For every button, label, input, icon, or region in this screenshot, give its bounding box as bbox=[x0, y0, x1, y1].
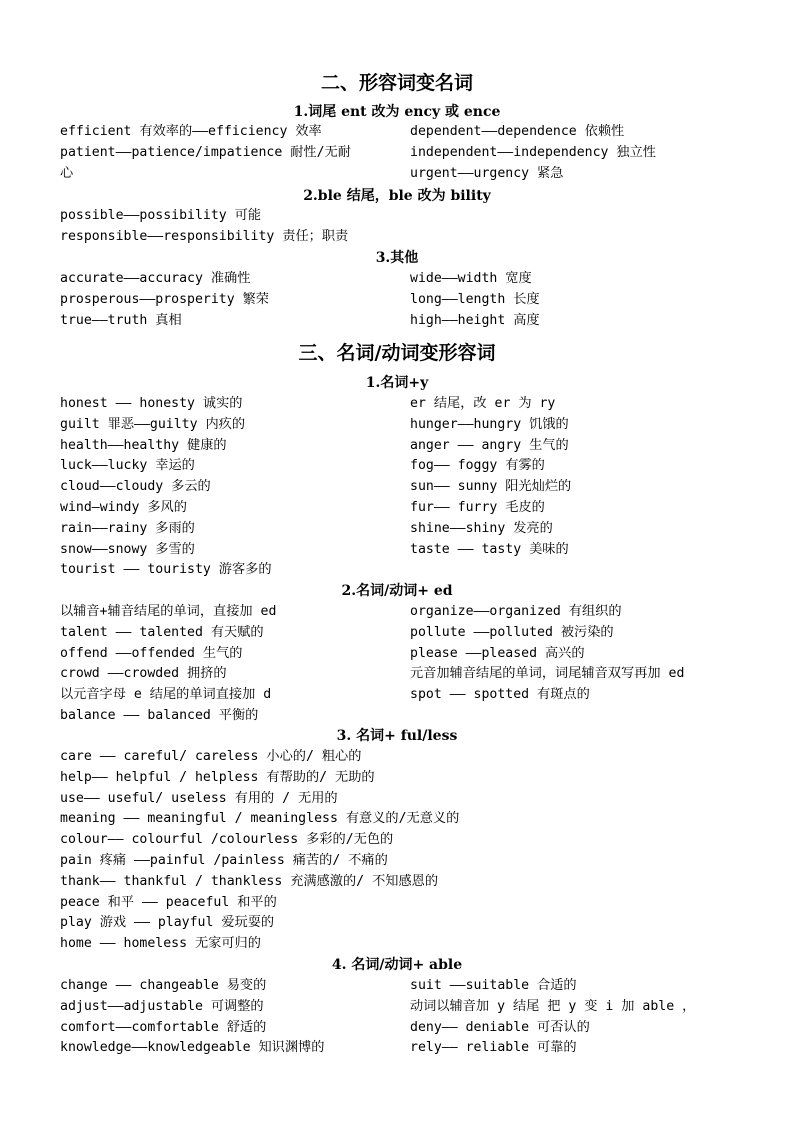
word-list-left bbox=[60, 747, 459, 955]
list-item: anger —— angry 生气的 bbox=[410, 437, 569, 453]
list-item: change —— changeable 易变的 bbox=[60, 978, 267, 993]
list-item: cloud——cloudy 多云的 bbox=[60, 479, 211, 495]
list-item: rely—— reliable 可靠的 bbox=[410, 1040, 577, 1056]
word-list-left bbox=[60, 269, 269, 331]
list-item: high——height 高度 bbox=[410, 312, 540, 328]
subsection-title-y: 1.名词+y bbox=[365, 375, 429, 391]
word-list-right bbox=[410, 394, 571, 560]
list-item: comfort——comfortable 舒适的 bbox=[60, 1019, 267, 1035]
list-item: talent —— talented 有天赋的 bbox=[60, 624, 264, 640]
list-item: peace 和平 —— peaceful 和平的 bbox=[60, 894, 277, 910]
list-item: fur—— furry 毛皮的 bbox=[410, 499, 545, 515]
word-list-right bbox=[410, 602, 684, 706]
list-item: tourist —— touristy 游客多的 bbox=[60, 562, 272, 578]
list-item: spot —— spotted 有斑点的 bbox=[410, 687, 590, 703]
list-item: long——length 长度 bbox=[410, 291, 540, 307]
list-item: balance —— balanced 平衡的 bbox=[60, 707, 259, 723]
list-item: suit ——suitable 合适的 bbox=[410, 978, 577, 993]
list-item: efficient 有效率的——efficiency 效率 bbox=[60, 124, 322, 139]
list-item: use—— useful/ useless 有用的 / 无用的 bbox=[60, 790, 338, 806]
word-list-left bbox=[60, 394, 272, 581]
list-item: 以辅音+辅音结尾的单词，直接加 ed bbox=[60, 604, 277, 619]
subsection-title-other: 3.其他 bbox=[375, 250, 419, 266]
list-item: 以元音字母 e 结尾的单词直接加 d bbox=[60, 687, 272, 703]
list-item: meaning —— meaningful / meaningless 有意义的/无意义的 bbox=[60, 811, 460, 827]
list-item: accurate——accuracy 准确性 bbox=[60, 271, 251, 286]
list-item: true——truth 真相 bbox=[60, 312, 182, 328]
word-list-left bbox=[60, 976, 324, 1059]
list-item: please ——pleased 高兴的 bbox=[410, 645, 585, 661]
list-item: organize——organized 有组织的 bbox=[410, 604, 622, 619]
list-item: 动词以辅音加 y 结尾 把 y 变 i 加 able ， bbox=[410, 998, 696, 1014]
word-list-left bbox=[60, 206, 348, 248]
list-item: responsible——responsibility 责任；职责 bbox=[60, 228, 349, 244]
list-item: dependent——dependence 依赖性 bbox=[410, 124, 625, 139]
subsection-title-able: 4. 名词/动词+ able bbox=[331, 957, 463, 973]
word-list-right bbox=[410, 976, 695, 1059]
subsection-title-ent: 1.词尾 ent 改为 ency 或 ence bbox=[293, 104, 501, 120]
word-list-left bbox=[60, 602, 276, 727]
list-item: 元音加辅音结尾的单词，词尾辅音双写再加 ed bbox=[410, 666, 685, 682]
list-item: er 结尾，改 er 为 ry bbox=[410, 396, 556, 411]
list-item: independent——independency 独立性 bbox=[410, 144, 656, 160]
list-item: wind—windy 多风的 bbox=[60, 499, 187, 515]
list-item: adjust——adjustable 可调整的 bbox=[60, 998, 264, 1014]
list-item: wide——width 宽度 bbox=[410, 271, 532, 286]
word-list-left bbox=[60, 122, 351, 184]
subsection-title-ble: 2.ble 结尾，ble 改为 bility bbox=[303, 188, 491, 204]
list-item: sun—— sunny 阳光灿烂的 bbox=[410, 479, 572, 495]
list-item: urgent——urgency 紧急 bbox=[410, 165, 564, 181]
list-item: prosperous——prosperity 繁荣 bbox=[60, 291, 269, 307]
list-item: luck——lucky 幸运的 bbox=[60, 458, 195, 474]
list-item: crowd ——crowded 拥挤的 bbox=[60, 666, 227, 682]
list-item: play 游戏 —— playful 爱玩耍的 bbox=[60, 915, 275, 931]
list-item: fog—— foggy 有雾的 bbox=[410, 458, 545, 474]
word-list-right bbox=[410, 269, 540, 331]
list-item: offend ——offended 生气的 bbox=[60, 645, 243, 661]
section-title-adj-to-noun: 二、形容词变名词 bbox=[320, 72, 473, 94]
list-item: 心 bbox=[60, 165, 74, 181]
list-item: guilt 罪恶——guilty 内疚的 bbox=[60, 416, 246, 432]
list-item: patient——patience/impatience 耐性/无耐 bbox=[60, 144, 351, 160]
list-item: knowledge——knowledgeable 知识渊博的 bbox=[60, 1040, 325, 1056]
list-item: colour—— colourful /colourless 多彩的/无色的 bbox=[60, 832, 394, 848]
section-title-to-adj: 三、名词/动词变形容词 bbox=[298, 342, 496, 364]
subsection-title-ful-less: 3. 名词+ ful/less bbox=[336, 728, 458, 744]
list-item: deny—— deniable 可否认的 bbox=[410, 1019, 590, 1035]
list-item: hunger——hungry 饥饿的 bbox=[410, 416, 569, 432]
list-item: help—— helpful / helpless 有帮助的/ 无助的 bbox=[60, 769, 375, 785]
word-list-right bbox=[410, 122, 656, 184]
list-item: home —— homeless 无家可归的 bbox=[60, 936, 261, 952]
list-item: taste —— tasty 美味的 bbox=[410, 541, 569, 557]
subsection-title-ed: 2.名词/动词+ ed bbox=[341, 583, 453, 599]
list-item: health——healthy 健康的 bbox=[60, 437, 227, 453]
list-item: shine——shiny 发亮的 bbox=[410, 520, 553, 536]
list-item: rain——rainy 多雨的 bbox=[60, 520, 195, 536]
list-item: thank—— thankful / thankless 充满感激的/ 不知感恩的 bbox=[60, 873, 438, 889]
list-item: pollute ——polluted 被污染的 bbox=[410, 624, 614, 640]
list-item: honest —— honesty 诚实的 bbox=[60, 396, 243, 411]
list-item: care —— careful/ careless 小心的/ 粗心的 bbox=[60, 749, 362, 764]
list-item: snow——snowy 多雪的 bbox=[60, 541, 195, 557]
list-item: possible——possibility 可能 bbox=[60, 208, 262, 223]
list-item: pain 疼痛 ——painful /painless 痛苦的/ 不痛的 bbox=[60, 852, 388, 868]
